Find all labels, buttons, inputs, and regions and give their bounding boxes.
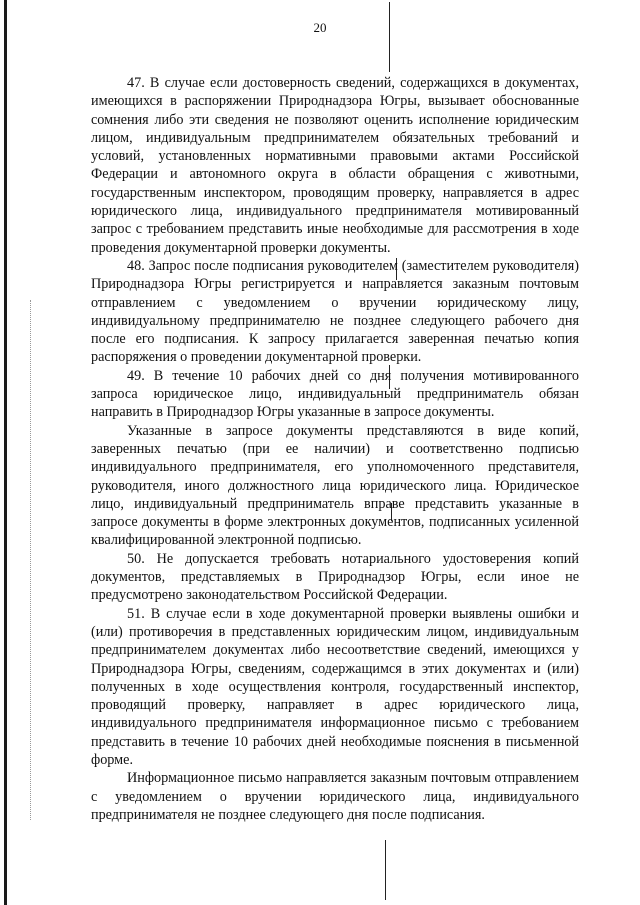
paragraph-51: 51. В случае если в ходе документарной проверки выявлены ошибки и (или) противоречия в представленных юридическим лицом, индивидуальным предпринимателем документах либо несоответствие сведений, имеющихся у Природнадзора Югры, сведениям, содержащимся в этих документах и (или) полученных в ходе осуществления контроля, государственный инспектор, проводящий проверку, направляет в адрес юридического лица, индивидуального предпринимателя информационное письмо с требованием представить в течение 10 рабочих дней необходимые пояснения в письменной форме. bbox=[91, 605, 579, 768]
paragraph-49: 49. В течение 10 рабочих дней со дня получения мотивированного запроса юридическое лицо, индивидуальный предприниматель обязан направить в Природнадзор Югры указанные в запросе документы. bbox=[91, 367, 579, 421]
scan-artifact-line bbox=[389, 2, 390, 72]
paragraph-51-continued: Информационное письмо направляется заказным почтовым отправлением с уведомлением о вручении юридического лица, индивидуального предпринимателя не позднее следующего дня после подписания. bbox=[91, 770, 579, 823]
document-body bbox=[91, 74, 579, 824]
scan-artifact-line bbox=[385, 840, 386, 900]
paragraph-49-continued: Указанные в запросе документы представляются в виде копий, заверенных печатью (при ее наличии) и соответственно подписью индивидуального предпринимателя, его уполномоченного представителя, руководителя, иного должностного лица юридического лица. Юридическое лицо, индивидуальный предприниматель вправе представить указанные в запросе документы в форме электронных документов, подписанных усиленной квалифицированной электронной подписью. bbox=[91, 422, 579, 549]
scan-margin-dots bbox=[30, 300, 32, 820]
paragraph-47: 47. В случае если достоверность сведений, содержащихся в документах, имеющихся в распоряжении Природнадзора Югры, вызывает обоснованные сомнения либо эти сведения не позволяют оценить исполнение юридическим лицом, индивидуальным предпринимателем обязательных требований и условий, установленных нормативными правовыми актами Российской Федерации и автономного округа в области обращения с животными, государственным инспектором, проводящим проверку, направляется в адрес юридического лица, индивидуального предпринимателя мотивированный запрос с требованием представить иные необходимые для рассмотрения в ходе проведения документарной проверки документы. bbox=[91, 75, 579, 256]
scan-edge-bar bbox=[4, 0, 7, 905]
paragraph-50: 50. Не допускается требовать нотариального удостоверения копий документов, представляемых в Природнадзор Югры, если иное не предусмотрено законодательством Российской Федерации. bbox=[91, 550, 579, 604]
paragraph-48: 48. Запрос после подписания руководителем (заместителем руководителя) Природнадзора Югры регистрируется и направляется заказным почтовым отправлением с уведомлением о вручении юридическому лицу, индивидуальному предпринимателю не позднее следующего рабочего дня после его подписания. К запросу прилагается заверенная печатью копия распоряжения о проведении документарной проверки. bbox=[91, 257, 579, 366]
page-number: 20 bbox=[313, 20, 327, 35]
